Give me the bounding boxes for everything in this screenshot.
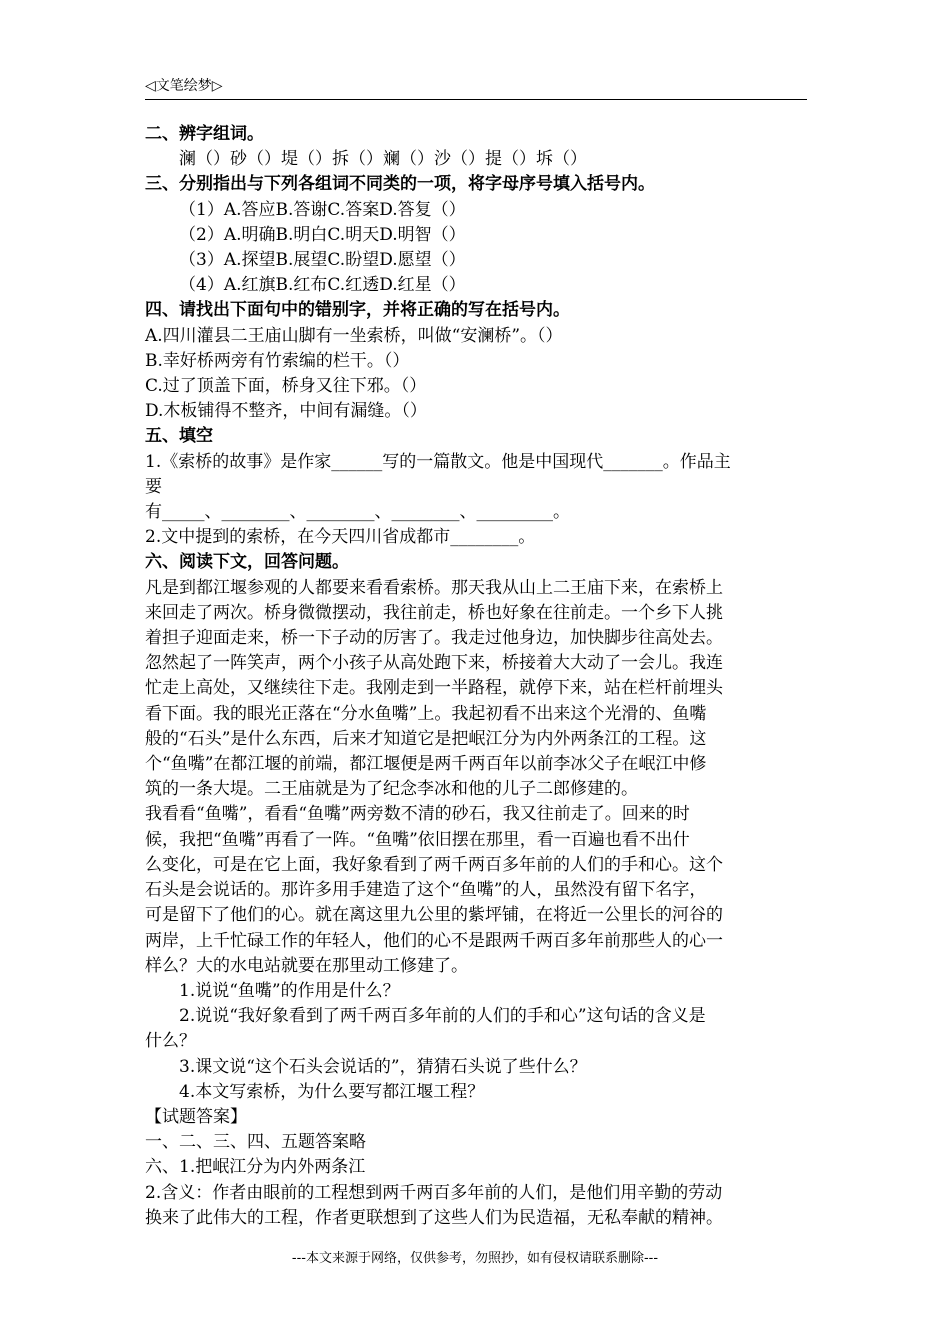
passage-line: 般的“石头”是什么东西，后来才知道它是把岷江分为内外两条江的工程。这 <box>145 728 707 749</box>
section-5-title: 五、填空 <box>145 426 213 447</box>
question-line: 4.本文写索桥，为什么要写都江堰工程？ <box>179 1081 485 1102</box>
section-4-item: B.幸好桥两旁有竹索编的栏干。（） <box>145 350 410 371</box>
header-title: ◁文笔绘梦▷ <box>145 78 223 94</box>
page-footer: ---本文来源于网络，仅供参考，勿照抄，如有侵权请联系删除--- <box>291 1251 659 1266</box>
passage-line: 么变化，可是在它上面，我好象看到了两千两百多年前的人们的手和心。这个 <box>145 854 723 875</box>
section-3-item: （4）A.红旗B.红布C.红透D.红星（） <box>179 275 466 296</box>
section-3-item: （1）A.答应B.答谢C.答案D.答复（） <box>179 199 466 220</box>
passage-line: 忽然起了一阵笑声，两个小孩子从高处跑下来，桥接着大大动了一会儿。我连 <box>145 653 723 674</box>
section-4-item: A.四川灌县二王庙山脚有一坐索桥，叫做“安澜桥”。（） <box>145 325 563 346</box>
section-5-line: 1.《索桥的故事》是作家______写的一篇散文。他是中国现代_______。作品主 <box>145 451 731 472</box>
section-3-item: （2）A.明确B.明白C.明天D.明智（） <box>179 224 466 245</box>
section-4-item: C.过了顶盖下面，桥身又往下邪。（） <box>145 376 427 397</box>
answer-line: 一、二、三、四、五题答案略 <box>145 1132 366 1153</box>
question-line: 1.说说“鱼嘴”的作用是什么？ <box>179 980 400 1001</box>
answer-line: 六、1.把岷江分为内外两条江 <box>145 1157 366 1178</box>
passage-line: 看下面。我的眼光正落在“分水鱼嘴”上。我起初看不出来这个光滑的、鱼嘴 <box>145 703 707 724</box>
question-line: 3.课文说“这个石头会说话的”，猜猜石头说了些什么？ <box>179 1056 587 1077</box>
passage-line: 两岸，上千忙碌工作的年轻人，他们的心不是跟两千两百多年前那些人的心一 <box>145 930 723 951</box>
passage-line: 凡是到都江堰参观的人都要来看看索桥。那天我从山上二王庙下来，在索桥上 <box>145 577 723 598</box>
answer-line: 换来了此伟大的工程，作者更联想到了这些人们为民造福，无私奉献的精神。 <box>145 1207 723 1228</box>
section-2-line: 澜（）砂（）堤（）拆（）斓（）沙（）提（）坼（） <box>179 149 587 170</box>
page-header <box>145 75 807 100</box>
section-3-item: （3）A.探望B.展望C.盼望D.愿望（） <box>179 250 466 271</box>
section-6-title: 六、阅读下文，回答问题。 <box>145 552 349 573</box>
passage-line: 着担子迎面走来，桥一下子动的厉害了。我走过他身边，加快脚步往高处去。 <box>145 628 723 649</box>
passage-line: 石头是会说话的。那许多用手建造了这个“鱼嘴”的人，虽然没有留下名字， <box>145 880 707 901</box>
passage-line: 候，我把“鱼嘴”再看了一阵。“鱼嘴”依旧摆在那里，看一百遍也看不出什 <box>145 829 690 850</box>
section-2-title: 二、辨字组词。 <box>145 124 264 144</box>
answer-line: 2.含义：作者由眼前的工程想到两千两百多年前的人们，是他们用辛勤的劳动 <box>145 1182 723 1203</box>
passage-line: 筑的一条大堤。二王庙就是为了纪念李冰和他的儿子二郎修建的。 <box>145 779 638 800</box>
passage-line: 个“鱼嘴”在都江堰的前端，都江堰便是两千两百年以前李冰父子在岷江中修 <box>145 754 707 775</box>
section-4-title: 四、请找出下面句中的错别字，并将正确的写在括号内。 <box>145 300 570 321</box>
answers-title: 【试题答案】 <box>145 1106 247 1127</box>
section-3-title: 三、分别指出与下列各组词不同类的一项，将字母序号填入括号内。 <box>145 174 655 195</box>
section-5-line: 要 <box>145 476 162 497</box>
document-body <box>145 122 807 1231</box>
passage-line: 样么？大的水电站就要在那里动工修建了。 <box>145 955 468 976</box>
passage-line: 我看看“鱼嘴”，看看“鱼嘴”两旁数不清的砂石，我又往前走了。回来的时 <box>145 804 690 825</box>
section-4-item: D.木板铺得不整齐，中间有漏缝。（） <box>145 401 427 422</box>
passage-line: 来回走了两次。桥身微微摆动，我往前走，桥也好象在往前走。一个乡下人挑 <box>145 602 723 623</box>
question-line: 什么？ <box>145 1031 196 1052</box>
section-5-line: 有_____、________、________、________、_________。 <box>145 502 570 523</box>
passage-line: 可是留下了他们的心。就在离这里九公里的紫坪铺，在将近一公里长的河谷的 <box>145 905 723 926</box>
question-line: 2.说说“我好象看到了两千两百多年前的人们的手和心”这句话的含义是 <box>179 1006 706 1027</box>
section-5-line: 2.文中提到的索桥，在今天四川省成都市________。 <box>145 527 536 548</box>
passage-line: 忙走上高处，又继续往下走。我刚走到一半路程，就停下来，站在栏杆前埋头 <box>145 678 723 699</box>
